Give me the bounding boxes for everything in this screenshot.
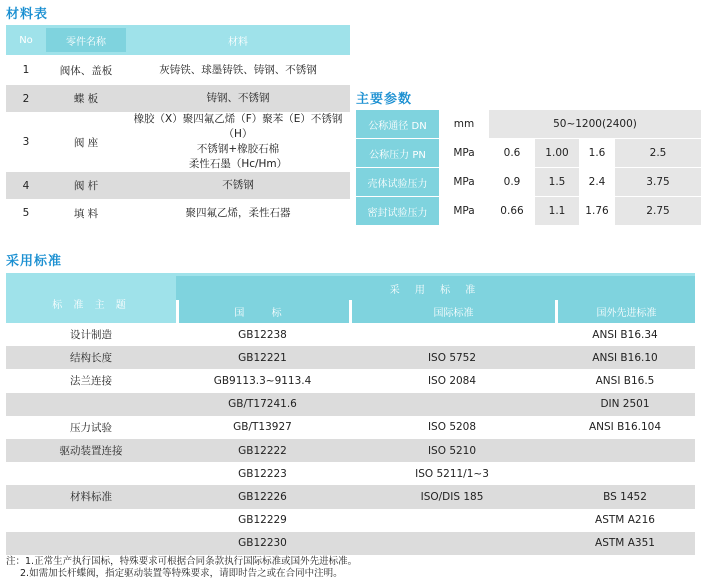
standard-foreign: ASTM A216 [595,514,655,527]
parameter-value: 1.5 [535,168,579,196]
table-row [6,172,350,199]
row-material: 聚四氟乙烯，柔性石器 [185,206,291,219]
parameter-value: 1.00 [535,139,579,167]
header-international-standard: 国际标准 [352,300,555,323]
standard-gb: GB/T13927 [233,421,292,434]
standard-gb: GB12226 [238,490,287,503]
parameter-unit: mm [453,118,475,130]
parameters-title: 主要参数 [356,92,413,107]
table-row [6,509,695,532]
header-national-standard: 国 标 [179,300,349,323]
standard-gb: GB12222 [238,444,287,457]
standard-topic: 法兰连接 [70,375,112,388]
table-row [6,485,695,508]
parameter-row [356,110,701,138]
standard-foreign: ASTM A351 [595,537,655,550]
standard-topic: 压力试验 [70,421,112,434]
standard-topic: 结构长度 [70,352,112,365]
materials-header [6,25,350,55]
materials-title: 材料表 [6,7,49,22]
standards-table [6,273,695,555]
material-line: 柔性石墨（Hc/Hm） [188,158,288,170]
standard-gb: GB/T17241.6 [228,398,297,411]
table-row [6,112,350,172]
table-row [6,55,350,85]
header-no: No [19,34,33,46]
standard-gb: GB12221 [238,351,287,364]
parameter-value: 1.6 [588,147,606,159]
row-part: 蝶 板 [73,93,99,105]
row-material [126,112,350,172]
row-part: 阀 座 [73,136,99,149]
standard-foreign: ANSI B16.104 [588,421,662,434]
table-row [6,439,695,462]
standard-foreign: DIN 2501 [600,398,650,411]
table-row [6,462,695,485]
parameter-value: 0.6 [503,147,521,159]
table-row [6,199,350,227]
standard-iso: ISO 5752 [427,351,477,364]
standards-title: 采用标准 [6,254,63,269]
standard-topic: 驱动装置连接 [59,445,123,458]
standard-foreign: ANSI B16.10 [592,351,658,364]
table-row [6,346,695,369]
row-material: 灰铸铁、球墨铸铁、铸钢、不锈钢 [159,63,317,76]
parameter-row [356,139,701,167]
row-no: 3 [22,136,30,148]
footnote: 注：1.正常生产执行国标，特殊要求可根据合同条款执行国际标准或国外先进标准。 [6,556,358,567]
parameter-value: 1.1 [535,197,579,225]
material-line: 橡胶（X）聚四氟乙烯（F）聚苯（E）不锈钢（H） [133,113,343,140]
standard-gb: GB12230 [238,537,287,550]
parameter-name: 密封试验压力 [356,197,439,225]
parameter-row [356,197,701,225]
parameter-value: 0.9 [503,176,521,188]
footnotes [6,556,357,580]
parameter-name: 公称压力 PN [356,139,439,167]
parameter-value: 50~1200(2400) [553,118,637,130]
standard-foreign: ANSI B16.5 [595,374,655,387]
row-material: 不锈钢 [222,179,254,191]
parameter-value: 2.4 [588,176,606,188]
header-material: 材料 [228,36,248,48]
table-row [6,85,350,112]
table-row [6,393,695,416]
standard-iso: ISO 5210 [427,444,477,457]
row-no: 1 [22,64,30,76]
table-row [6,369,695,392]
standard-gb: GB12223 [238,467,287,480]
table-row [6,532,695,555]
standard-iso: ISO 2084 [427,374,477,387]
standard-gb: GB9113.3~9113.4 [213,374,312,387]
parameter-value: 2.75 [615,197,701,225]
standard-iso: ISO/DIS 185 [420,490,484,503]
header-standard-topic: 标 准 主 题 [6,284,176,323]
standard-gb: GB12238 [238,328,287,341]
row-material: 铸钢、不锈钢 [206,92,270,104]
header-foreign-standard: 国外先进标准 [558,300,695,323]
header-part-name: 零件名称 [46,28,126,52]
materials-table [6,25,350,227]
material-line: 不锈钢+橡胶石棉 [196,143,280,155]
parameter-unit: MPa [453,147,475,159]
row-no: 5 [22,207,30,219]
parameter-value: 2.5 [615,139,701,167]
parameter-name: 公称通径 DN [356,110,439,138]
standard-topic: 设计制造 [70,329,112,342]
standard-foreign: ANSI B16.34 [592,328,658,341]
parameter-unit: MPa [453,176,475,188]
row-part: 阀 杆 [73,180,99,192]
table-row [6,323,695,346]
parameter-row [356,168,701,196]
standards-header-sub [6,300,695,323]
row-no: 4 [22,179,30,192]
footnote: 2.如需加长杆蝶阀，指定驱动装置等特殊要求，请即时告之或在合同中注明。 [20,568,343,579]
parameter-value: 3.75 [615,168,701,196]
standard-gb: GB12229 [238,514,287,527]
parameters-table [356,110,701,226]
standard-topic: 材料标准 [70,491,112,504]
parameter-value: 1.76 [585,205,609,217]
table-row [6,416,695,439]
standard-foreign: BS 1452 [603,490,647,503]
parameter-unit: MPa [453,205,475,217]
standard-iso: ISO 5208 [427,421,477,434]
row-part: 填 料 [73,207,99,220]
header-adopted-standards: 采 用 标 准 [176,276,695,300]
row-no: 2 [22,92,30,105]
standard-iso: ISO 5211/1~3 [415,467,489,480]
parameter-name: 壳体试验压力 [356,168,439,196]
parameter-value: 0.66 [500,205,524,217]
row-part: 阀体、盖板 [59,64,113,77]
